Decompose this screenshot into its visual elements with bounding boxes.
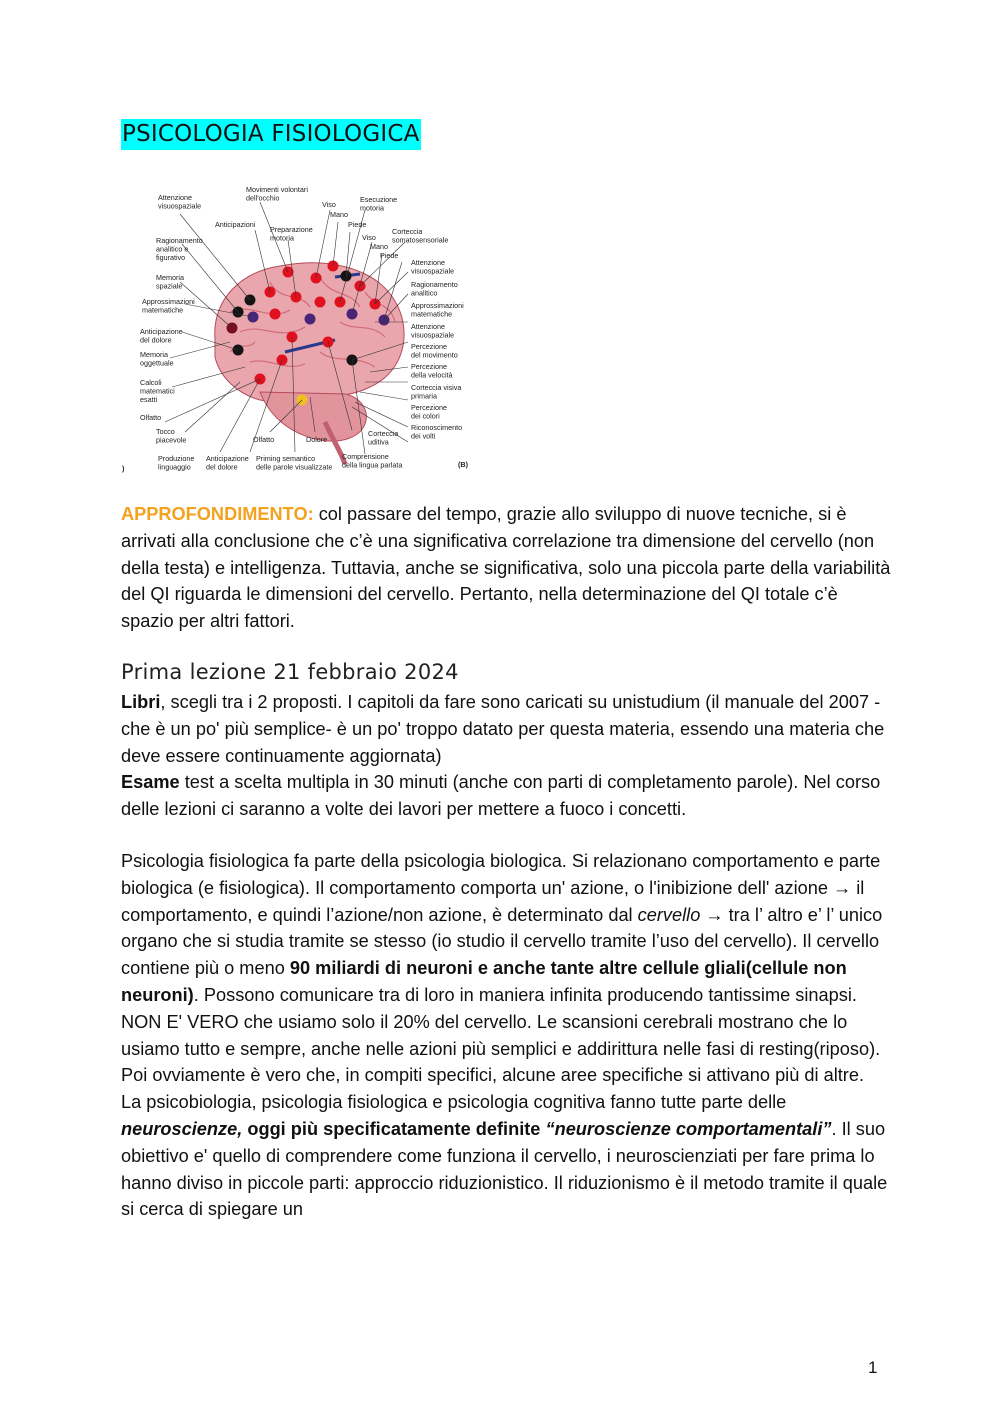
label-corner: ): [122, 464, 125, 473]
label-panel-b: (B): [458, 460, 468, 469]
lesson-heading: Prima lezione 21 febbraio 2024: [121, 660, 459, 684]
label-movimenti-volontari: Movimenti volontari dell'occhio: [246, 185, 308, 203]
p1-text-c: . Possono comunicare tra di loro in maniera infinita producendo tantissime sinapsi. NON E' VERO che usiamo solo il 20% del cervello. Le scansioni cerebrali mostrano che lo usiamo tutto e sempre, anche nelle azioni più semplici e addirittura nelle fasi di resting(riposo). Poi ovviamente è vero che, in compiti specifici, alcune aree specifiche si attivano più di altre.: [121, 984, 881, 1086]
label-calcoli: Calcoli matematici esatti: [140, 378, 175, 404]
esame-text: test a scelta multipla in 30 minuti (anche con parti di completamento parole). Nel corso delle lezioni ci saranno a volte dei lavori per mettere a fuoco i concetti.: [121, 772, 881, 820]
page-number: 1: [868, 1358, 878, 1377]
approfondimento-text: col passare del tempo, grazie allo sviluppo di nuove tecniche, si è arrivati alla conclusione che c’è una significativa correlazione tra dimensione del cervello (non della testa) e intelligenza. Tuttavia, anche se significativa, solo una piccola parte della variabilità del QI riguarda le dimensioni del cervello. Pertanto, nella determinazione del QI totale c’è spazio per altri fattori.: [121, 504, 891, 632]
label-anticipazione-dolore-b: Anticipazione del dolore: [206, 454, 249, 472]
label-mano-1: Mano: [330, 210, 348, 219]
label-viso-1: Viso: [322, 200, 336, 209]
label-ragionamento-r: Ragionamento analitico: [411, 280, 458, 298]
label-esecuzione-motoria: Esecuzione motoria: [360, 195, 398, 213]
label-comprensione-lingua: Comprensione della lingua parlata: [342, 452, 403, 470]
libri-label: Libri: [121, 692, 161, 712]
label-dolore: Dolore: [306, 435, 328, 444]
label-memoria-oggettuale: Memoria oggettuale: [140, 350, 174, 368]
p1-bold: 90 miliardi di neuroni e anche tante altre cellule gliali(cellule non neuroni): [121, 958, 847, 1005]
p1-text-b: → tra l’ altro e’ l’ unico organo che si studia tramite se stesso (io studio il cervello tramite l’uso del cervello). Il cervello contiene più o meno: [121, 904, 883, 979]
brain-figure: [120, 182, 476, 480]
p1-text-a: Psicologia fisiologica fa parte della psicologia biologica. Si relazionano comportamento e parte biologica (e fisiologica). Il comportamento comporta un' azione, o l'inibizione dell' azione → il comportamento, e quindi l’azione/non azione, è determinato dal: [121, 851, 881, 925]
label-priming-semantico: Priming semantico delle parole visualizzate: [256, 454, 333, 472]
label-produzione-linguaggio: Produzione linguaggio: [158, 454, 195, 472]
label-corteccia-somatosensoriale: Corteccia somatosensoriale: [392, 227, 449, 245]
esame-label: Esame: [121, 772, 180, 793]
p2-quote: “neuroscienze comportamentali”: [545, 1118, 832, 1139]
label-attenzione-r1: Attenzione visuospaziale: [411, 258, 455, 276]
p2-text-b: . Il suo obiettivo e' quello di comprendere come funziona il cervello, i neuroscienziati per fare prima lo hanno diviso in piccole parti: approccio riduzionistico. Il riduzionismo è il metodo tramite il quale si cerca di spiegare un: [121, 1118, 888, 1220]
label-anticipazione-dolore-l: Anticipazione del dolore: [140, 327, 183, 345]
page-title: PSICOLOGIA FISIOLOGICA: [121, 119, 421, 150]
brain-diagram: [120, 182, 476, 480]
p2-text-a: La psicobiologia, psicologia fisiologica e psicologia cognitiva fanno tutte parte delle: [121, 1092, 787, 1113]
libri-paragraph: [121, 689, 891, 823]
label-memoria-spaziale: Memoria spaziale: [156, 273, 184, 291]
p1-cervello: cervello: [637, 904, 701, 925]
label-olfatto-b: Olfatto: [253, 435, 275, 444]
approfondimento-paragraph: [121, 501, 891, 635]
label-piede-2: Piede: [380, 251, 399, 260]
label-ragionamento-l: Ragionamento analitico e figurativo: [156, 236, 203, 262]
label-mano-2: Mano: [370, 242, 388, 251]
label-preparazione-motoria: Preparazione motoria: [270, 225, 313, 243]
label-viso-2: Viso: [362, 233, 376, 242]
label-corteccia-visiva: Corteccia visiva primaria: [411, 383, 462, 401]
label-anticipazioni: Anticipazioni: [215, 220, 256, 229]
label-percezione-colori: Percezione dei colori: [411, 403, 447, 421]
libri-text: , scegli tra i 2 proposti. I capitoli da fare sono caricati su unistudium (il manuale del 2007 -che è un po' più semplice- è un po' troppo datato per questa materia, essendo una materia che deve essere continuamente aggiornata): [121, 692, 885, 766]
label-approssimazioni-r: Approssimazioni matematiche: [411, 301, 464, 319]
label-percezione-movimento: Percezione del movimento: [411, 342, 458, 360]
label-attenzione-r2: Attenzione visuospaziale: [411, 322, 455, 340]
p2-bold: oggi più specificatamente definite: [242, 1118, 546, 1139]
label-attenzione-l: Attenzione visuospaziale: [158, 193, 202, 211]
label-approssimazioni-l: Approssimazioni matematiche: [142, 297, 195, 315]
p2-neuroscienze: neuroscienze,: [121, 1118, 243, 1139]
label-piede-1: Piede: [348, 220, 367, 229]
label-corteccia-uditiva: Corteccia uditiva: [368, 429, 399, 447]
approfondimento-label: APPROFONDIMENTO:: [121, 504, 314, 524]
label-percezione-velocita: Percezione della velocità: [411, 362, 453, 380]
body-paragraph-1: [121, 848, 891, 1223]
label-olfatto-l: Olfatto: [140, 413, 162, 422]
label-riconoscimento-volti: Riconoscimento dei volti: [411, 423, 463, 441]
label-tocco-piacevole: Tocco piacevole: [156, 427, 187, 445]
